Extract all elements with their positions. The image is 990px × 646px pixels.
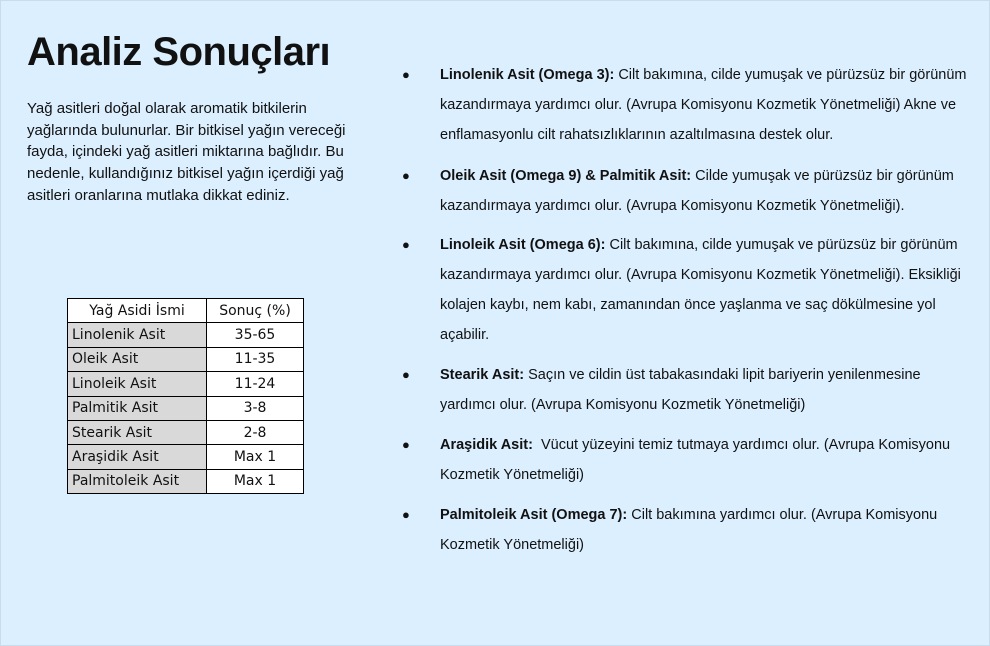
benefits-list [395, 60, 975, 560]
list-item-text: Vücut yüzeyini temiz tutmaya yardımcı olur. (Avrupa Komisyonu Kozmetik Yönetmeliği) [440, 437, 955, 483]
table-header-row [68, 299, 304, 323]
list-item-heading: Oleik Asit (Omega 9) & Palmitik Asit: [440, 168, 692, 184]
list-item-text: Cilt bakımına yardımcı olur. (Avrupa Komisyonu Kozmetik Yönetmeliği) [440, 507, 938, 553]
acid-name-cell: Araşidik Asit [68, 445, 207, 469]
acid-value-cell: 11-24 [207, 372, 304, 396]
bullet-icon: ● [402, 437, 410, 452]
table-row [68, 347, 304, 371]
acid-value-cell: Max 1 [207, 445, 304, 469]
column-header-name: Yağ Asidi İsmi [68, 299, 207, 323]
bullet-icon: ● [402, 168, 410, 183]
acid-value-cell: 3-8 [207, 396, 304, 420]
acid-value-cell: 2-8 [207, 420, 304, 444]
table-row [68, 420, 304, 444]
column-header-result: Sonuç (%) [207, 299, 304, 323]
acid-value-cell: 35-65 [207, 323, 304, 347]
acid-name-cell: Linoleik Asit [68, 372, 207, 396]
list-item [395, 500, 975, 560]
table-row [68, 323, 304, 347]
list-item-heading: Palmitoleik Asit (Omega 7): [440, 507, 628, 523]
bullet-icon: ● [402, 507, 410, 522]
acid-value-cell: Max 1 [207, 469, 304, 493]
intro-paragraph: Yağ asitleri doğal olarak aromatik bitkilerin yağlarında bulunurlar. Bir bitkisel yağın vereceği fayda, içindeki yağ asitleri miktarına bağlıdır. Bu nedenle, kullandığınız bitkisel yağın içerdiği yağ asitleri oranlarına mutlaka dikkat ediniz. [27, 100, 346, 204]
list-item-heading: Linolenik Asit (Omega 3): [440, 67, 615, 83]
list-item [395, 430, 975, 490]
acid-name-cell: Oleik Asit [68, 347, 207, 371]
acid-name-cell: Linolenik Asit [68, 323, 207, 347]
list-item-heading: Araşidik Asit: [440, 437, 533, 453]
fatty-acid-table [67, 298, 304, 494]
list-item-heading: Linoleik Asit (Omega 6): [440, 237, 606, 253]
list-item [395, 360, 975, 420]
acid-name-cell: Palmitoleik Asit [68, 469, 207, 493]
list-item [395, 161, 975, 221]
page-title: Analiz Sonuçları [27, 30, 331, 74]
list-item-text: Cilde yumuşak ve pürüzsüz bir görünüm kazandırmaya yardımcı olur. (Avrupa Komisyonu Kozmetik Yönetmeliği). [440, 168, 954, 214]
bullet-icon: ● [402, 367, 410, 382]
list-item [395, 230, 975, 350]
table-row [68, 445, 304, 469]
acid-value-cell: 11-35 [207, 347, 304, 371]
table-row [68, 372, 304, 396]
table-row [68, 396, 304, 420]
list-item [395, 60, 975, 150]
list-item-text: Cilt bakımına, cilde yumuşak ve pürüzsüz bir görünüm kazandırmaya yardımcı olur. (Avrupa Komisyonu Kozmetik Yönetmeliği) Akne ve enflamasyonlu cilt rahatsızlıklarının azaltılmasına destek olur. [440, 67, 967, 143]
list-item-text: Cilt bakımına, cilde yumuşak ve pürüzsüz bir görünüm kazandırmaya yardımcı olur. (Avrupa Komisyonu Kozmetik Yönetmeliği). Eksikliği kolajen kaybı, nem kabı, zamanından önce yaşlanma ve saç dökülmesine yol açabilir. [440, 237, 961, 343]
bullet-icon: ● [402, 237, 410, 252]
list-item-text: Saçın ve cildin üst tabakasındaki lipit bariyerin yenilenmesine yardımcı olur. (Avrupa Komisyonu Kozmetik Yönetmeliği) [440, 367, 921, 413]
acid-name-cell: Stearik Asit [68, 420, 207, 444]
bullet-icon: ● [402, 67, 410, 82]
acid-name-cell: Palmitik Asit [68, 396, 207, 420]
list-item-heading: Stearik Asit: [440, 367, 525, 383]
table-row [68, 469, 304, 493]
